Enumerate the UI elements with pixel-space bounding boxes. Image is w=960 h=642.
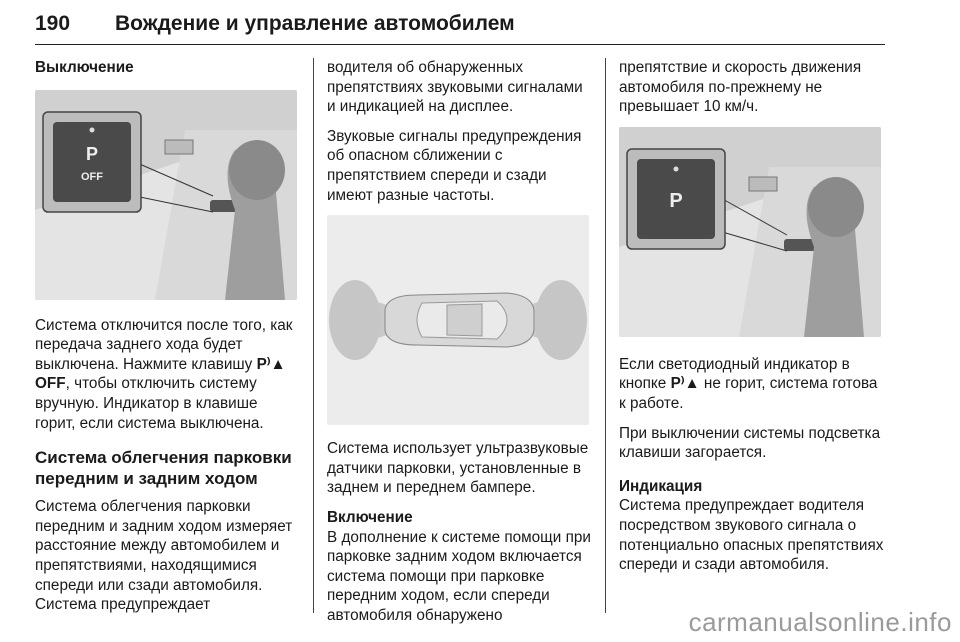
section-subtitle: Включение (327, 508, 413, 526)
parking-symbol-icon: ⁾▲ (266, 355, 286, 373)
button-label: OFF (81, 170, 103, 183)
button-symbol: P (85, 143, 99, 164)
button-symbol: P (669, 189, 683, 212)
column-divider (313, 58, 314, 613)
section-heading: Система облегчения парковки передним и задним ходом (35, 448, 292, 489)
paragraph: При выключении системы подсветка клавиши загорается. (619, 424, 881, 462)
page-number: 190 (35, 12, 71, 35)
column-3 (619, 58, 885, 585)
paragraph: Звуковые сигналы предупреждения об опасном сближении с препятствием спереди и сзади имеют разные частоты. (327, 127, 582, 204)
chapter-title: Вождение и управление автомобилем (115, 12, 515, 35)
column-1 (35, 58, 301, 625)
parking-symbol-icon: P (670, 375, 681, 393)
column-2 (327, 58, 593, 636)
paragraph: препятствие и скорость движения автомобиля по-прежнему не превышает 10 км/ч. (619, 59, 862, 116)
paragraph: Если светодиодный индикатор в кнопке P⁾▲ не горит, система готова к работе. (619, 355, 878, 412)
paragraph: водителя об обнаруженных препятствиях звуковыми сигналами и индикацией на дисплее. (327, 59, 583, 116)
parking-symbol-icon: P (256, 355, 267, 373)
section-subtitle: Индикация (619, 477, 703, 495)
column-divider (605, 58, 606, 613)
section-subtitle: Выключение (35, 59, 134, 76)
watermark: carmanualsonline.info (688, 607, 952, 637)
page-header (35, 8, 885, 45)
paragraph: В дополнение к системе помощи при парковке задним ходом включается система помощи при парковке передним ходом, если спереди автомобиля обнаружено (327, 528, 591, 624)
sensor-coverage-figure (327, 215, 589, 425)
parking-symbol-icon: ⁾▲ (680, 375, 700, 393)
paragraph: Система использует ультразвуковые датчики парковки, установленные в заднем и переднем бампере. (327, 440, 589, 497)
parking-button-off-figure (35, 90, 297, 300)
paragraph: Система отключится после того, как передача заднего хода будет выключена. Нажмите клавишу P⁾▲ OFF, чтобы отключить систему вручную. Индикатор в клавише горит, если система выключена. (35, 316, 293, 432)
paragraph: Система облегчения парковки передним и задним ходом измеряет расстояние между автомобилем и препятствиями, находящимися спереди или сзади автомобиля. Система предупреждает (35, 498, 293, 614)
parking-button-figure (619, 127, 881, 337)
paragraph: Система предупреждает водителя посредством звукового сигнала о потенциально опасных препятствиях спереди и сзади автомобиля. (619, 497, 884, 574)
